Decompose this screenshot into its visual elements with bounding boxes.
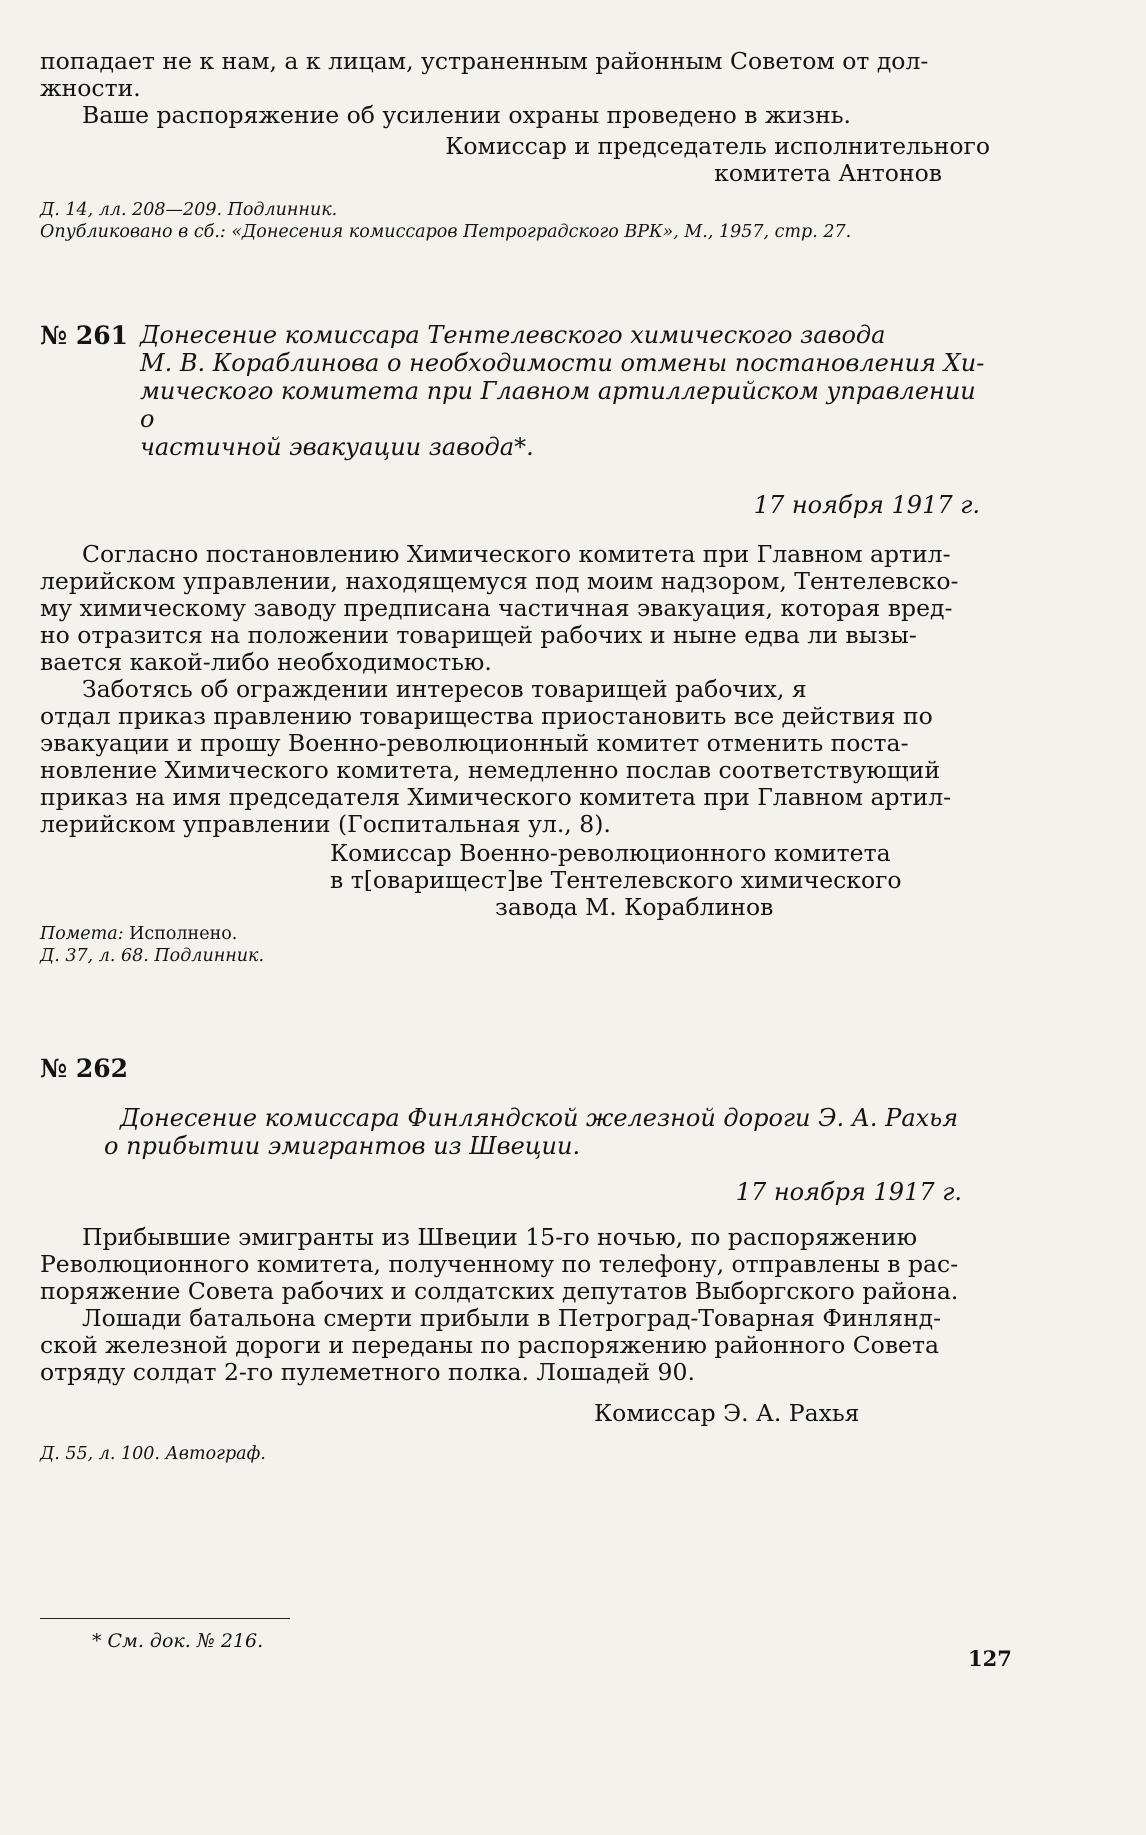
text-line: новление Химического комитета, немедленно послав соответствующий <box>40 756 940 784</box>
text-line: Лошади батальона смерти прибыли в Петроград-Товарная Финлянд- <box>82 1304 942 1332</box>
text-line: вается какой-либо необходимостью. <box>40 648 492 676</box>
document-number: № 261 <box>40 321 129 350</box>
title-line: М. В. Кораблинова о необходимости отмены постановления Хи- <box>140 349 985 377</box>
signature-line: Комиссар Э. А. Рахья <box>594 1399 860 1427</box>
document-261 <box>40 321 990 967</box>
text-line: эвакуации и прошу Военно-революционный комитет отменить поста- <box>40 729 909 757</box>
text-line: Согласно постановлению Химического комитета при Главном артил- <box>82 540 951 568</box>
text-line: но отразится на положении товарищей рабочих и ныне едва ли вызы- <box>40 621 917 649</box>
footnote: * См. док. № 216. <box>92 1630 264 1652</box>
paragraph: Ваше распоряжение об усилении охраны проведено в жизнь. <box>82 101 852 129</box>
title-line: Донесение комиссара Финляндской железной дороги Э. А. Рахья <box>120 1104 959 1132</box>
paragraph <box>40 1305 990 1386</box>
text-line: отдал приказ правлению товарищества приостановить все действия по <box>40 702 933 730</box>
text-line: Заботясь об ограждении интересов товарищей рабочих, я <box>82 675 807 703</box>
document-number: № 262 <box>40 1054 129 1083</box>
text-line: попадает не к нам, а к лицам, устраненным районным Советом от дол- <box>40 47 929 75</box>
text-line: отряду солдат 2-го пулеметного полка. Лошадей 90. <box>40 1358 695 1386</box>
note <box>40 923 990 945</box>
document-title <box>140 321 990 461</box>
title-line: мического комитета при Главном артиллерийском управлении о <box>140 377 976 433</box>
text-line: поряжение Совета рабочих и солдатских депутатов Выборгского района. <box>40 1277 959 1305</box>
title-line: о прибытии эмигрантов из Швеции. <box>104 1132 581 1160</box>
paragraph <box>40 1224 990 1305</box>
paragraph <box>40 541 990 676</box>
text-line: ской железной дороги и переданы по распоряжению районного Совета <box>40 1331 939 1359</box>
archive-source: Д. 37, л. 68. Подлинник. <box>40 946 265 966</box>
text-line: му химическому заводу предписана частичная эвакуация, которая вред- <box>40 594 953 622</box>
signature-line: комитета Антонов <box>714 159 942 187</box>
signature-line: в т[оварищест]ве Тентелевского химического <box>330 866 902 894</box>
text-line: лерийском управлении, находящемуся под моим надзором, Тентелевско- <box>40 567 959 595</box>
document-date: 17 ноября 1917 г. <box>753 491 980 519</box>
document-262 <box>40 1054 990 1465</box>
note-label: Помета: <box>40 924 124 944</box>
previous-doc-ending <box>40 48 990 243</box>
signature-line: Комиссар и председатель исполнительного <box>445 132 990 160</box>
text-line: приказ на имя председателя Химического комитета при Главном артил- <box>40 783 952 811</box>
document-title <box>104 1054 990 1160</box>
document-date: 17 ноября 1917 г. <box>735 1178 962 1206</box>
signature-line: завода М. Кораблинов <box>495 893 774 921</box>
signature-block <box>330 840 990 921</box>
note-value: Исполнено. <box>129 924 238 944</box>
paragraph <box>40 676 990 838</box>
footnote-rule <box>40 1618 290 1619</box>
archive-source: Д. 55, л. 100. Автограф. <box>40 1444 266 1464</box>
title-line: Донесение комиссара Тентелевского химического завода <box>140 321 886 349</box>
signature-line: Комиссар Военно-революционного комитета <box>330 839 891 867</box>
publication-source: Опубликовано в сб.: «Донесения комиссаров Петроградского ВРК», М., 1957, стр. 27. <box>40 222 852 242</box>
text-line: Прибывшие эмигранты из Швеции 15-го ночью, по распоряжению <box>82 1223 918 1251</box>
text-line: Революционного комитета, полученному по телефону, отправлены в рас- <box>40 1250 959 1278</box>
text-line: лерийском управлении (Госпитальная ул., 8). <box>40 810 611 838</box>
archive-source: Д. 14, лл. 208—209. Подлинник. <box>40 200 338 220</box>
title-line: частичной эвакуации завода*. <box>140 433 534 461</box>
text-line: жности. <box>40 74 141 102</box>
page-number: 127 <box>968 1646 1012 1671</box>
